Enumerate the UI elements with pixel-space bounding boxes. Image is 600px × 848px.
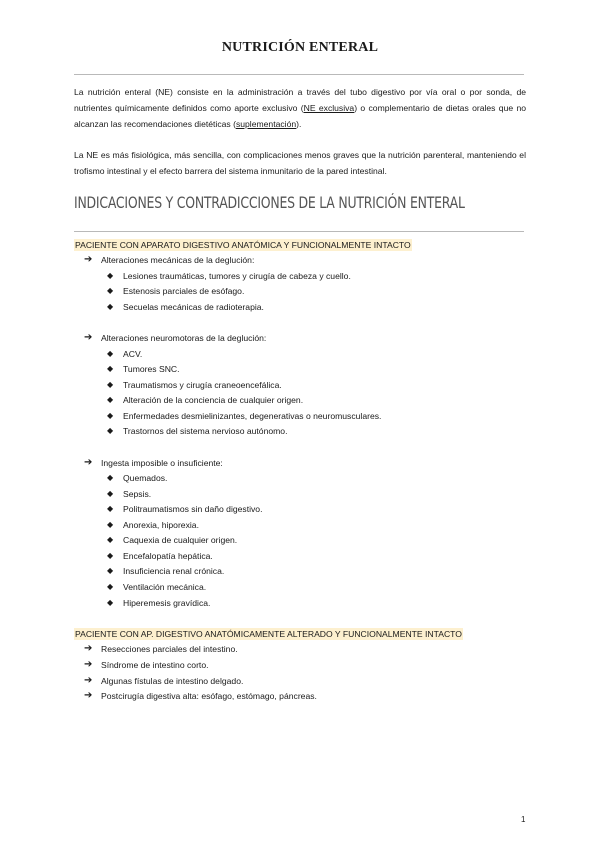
list-item: ACV.	[123, 349, 143, 359]
list-item: Hiperemesis gravídica.	[123, 598, 211, 608]
diamond-icon: ◆	[107, 551, 114, 560]
list-item: Quemados.	[123, 473, 168, 483]
diamond-icon: ◆	[107, 598, 114, 607]
diamond-icon: ◆	[107, 520, 114, 529]
list-item: Encefalopatía hepática.	[123, 551, 213, 561]
list-item: Enfermedades desmielinizantes, degenerativas o neuromusculares.	[123, 411, 382, 421]
diamond-icon: ◆	[107, 286, 114, 295]
list-item: Síndrome de intestino corto.	[101, 660, 209, 670]
list-item: Trastornos del sistema nervioso autónomo.	[123, 426, 288, 436]
arrow-icon: ➔	[84, 457, 93, 468]
list-item: Sepsis.	[123, 489, 152, 499]
list-item: Insuficiencia renal crónica.	[123, 566, 225, 576]
subgroup-label: Alteraciones neuromotoras de la deglución:	[101, 333, 267, 343]
arrow-icon: ➔	[84, 332, 93, 343]
intro-text: ) o complementario de dietas orales que no alcanzan las recomendaciones dietéticas (	[74, 103, 527, 129]
diamond-icon: ◆	[107, 504, 114, 513]
group-heading-intact: PACIENTE CON APARATO DIGESTIVO ANATÓMICA Y FUNCIONALMENTE INTACTO	[75, 240, 411, 250]
list-item: Tumores SNC.	[123, 364, 180, 374]
diamond-icon: ◆	[107, 395, 114, 404]
diamond-icon: ◆	[107, 271, 114, 280]
list-item: Caquexia de cualquier origen.	[123, 535, 238, 545]
suplementacion-term: suplementación	[235, 119, 297, 129]
subgroup-label: Alteraciones mecánicas de la deglución:	[101, 255, 255, 265]
arrow-icon: ➔	[84, 690, 93, 701]
diamond-icon: ◆	[107, 411, 114, 420]
list-item: Traumatismos y cirugía craneoencefálica.	[123, 380, 282, 390]
list-item: Ventilación mecánica.	[123, 582, 207, 592]
diamond-icon: ◆	[107, 364, 114, 373]
title-divider	[74, 74, 524, 75]
section-heading: INDICACIONES Y CONTRADICCIONES DE LA NUTRICIÓN ENTERAL	[74, 193, 465, 212]
diamond-icon: ◆	[107, 380, 114, 389]
list-item: Secuelas mecánicas de radioterapia.	[123, 302, 264, 312]
page-number: 1	[521, 815, 526, 824]
group-heading-altered: PACIENTE CON AP. DIGESTIVO ANATÓMICAMENTE ALTERADO Y FUNCIONALMENTE INTACTO	[75, 629, 462, 639]
page-title: NUTRICIÓN ENTERAL	[221, 40, 379, 55]
intro-text: La nutrición enteral (NE) consiste en la administración a través del tubo digestivo por vía oral o por sonda, de nutrientes químicamente definidos como aporte exclusivo (	[74, 87, 526, 113]
list-item: Postcirugía digestiva alta: esófago, estómago, páncreas.	[101, 691, 317, 701]
list-item: Politraumatismos sin daño digestivo.	[123, 504, 263, 514]
list-item: Algunas fístulas de intestino delgado.	[101, 676, 244, 686]
diamond-icon: ◆	[107, 535, 114, 544]
arrow-icon: ➔	[84, 675, 93, 686]
list-item: Alteración de la conciencia de cualquier origen.	[123, 395, 304, 405]
diamond-icon: ◆	[107, 489, 114, 498]
ne-exclusiva-term: NE exclusiva	[303, 103, 355, 113]
intro-paragraph-2: La NE es más fisiológica, más sencilla, con complicaciones menos graves que la nutrición parenteral, manteniendo el trofismo intestinal y el efecto barrera del sistema inmunitario de la pared intestinal.	[74, 150, 526, 176]
intro-text: ).	[296, 119, 302, 129]
subgroup-label: Ingesta imposible o insuficiente:	[101, 458, 223, 468]
diamond-icon: ◆	[107, 566, 114, 575]
diamond-icon: ◆	[107, 582, 114, 591]
list-item: Estenosis parciales de esófago.	[123, 286, 245, 296]
arrow-icon: ➔	[84, 643, 93, 654]
arrow-icon: ➔	[84, 254, 93, 265]
arrow-icon: ➔	[84, 659, 93, 670]
list-item: Lesiones traumáticas, tumores y cirugía de cabeza y cuello.	[123, 271, 351, 281]
list-item: Anorexia, hiporexia.	[123, 520, 199, 530]
section-divider	[74, 231, 524, 232]
diamond-icon: ◆	[107, 426, 114, 435]
intro-paragraph-1	[74, 84, 526, 132]
list-item: Resecciones parciales del intestino.	[101, 644, 238, 654]
diamond-icon: ◆	[107, 473, 114, 482]
diamond-icon: ◆	[107, 302, 114, 311]
diamond-icon: ◆	[107, 349, 114, 358]
